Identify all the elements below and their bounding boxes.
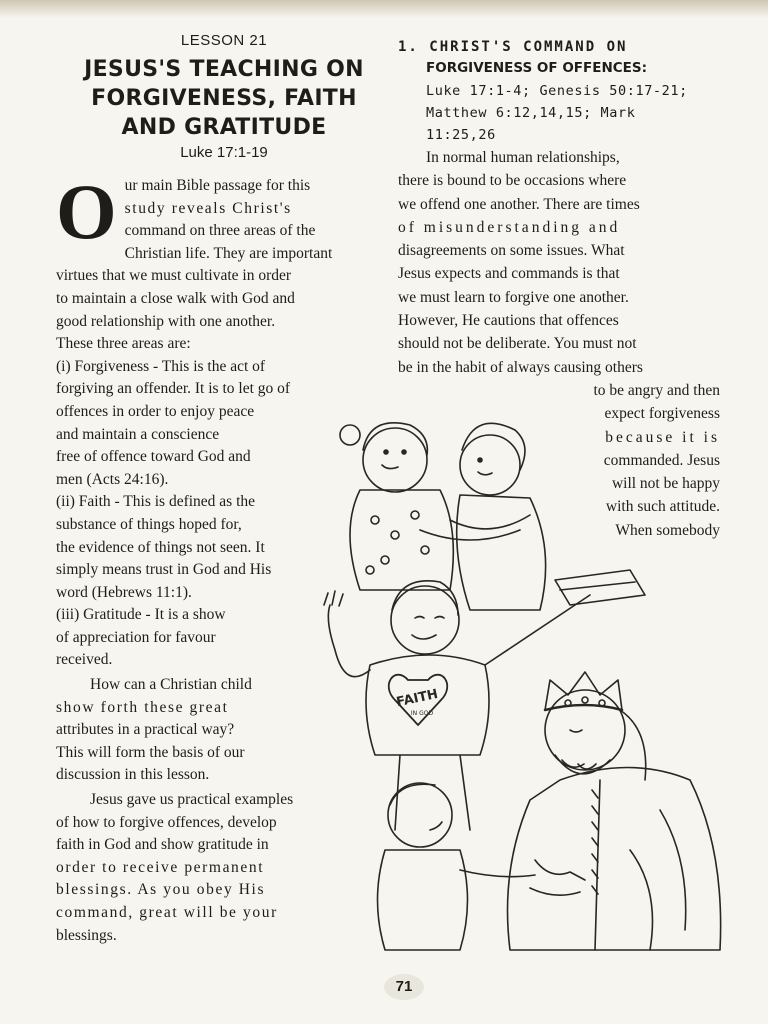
lesson-title <box>56 55 392 142</box>
text-line: received. <box>56 651 113 669</box>
text-line: study reveals Christ's <box>124 199 292 217</box>
text-line: How can a Christian child <box>90 676 252 694</box>
reference-line: Matthew 6:12,14,15; Mark <box>426 105 636 121</box>
section-heading: 1. CHRIST'S COMMAND ON <box>398 39 628 55</box>
text-line: free of offence toward God and <box>56 448 251 466</box>
text-line: simply means trust in God and His <box>56 561 272 579</box>
text-line: will not be happy <box>611 475 720 493</box>
reference-line: 11:25,26 <box>426 127 496 143</box>
text-line: should not be deliberate. You must not <box>398 335 637 353</box>
children-and-jesus-illustration <box>300 410 740 970</box>
page-edge-shadow <box>0 0 768 18</box>
section-subheading: FORGIVENESS OF OFFENCES: <box>426 60 648 76</box>
text-line: expect forgiveness <box>604 405 720 423</box>
text-line: command on three areas of the <box>124 222 316 240</box>
hugging-girls-drawing <box>340 423 546 610</box>
text-line: ur main Bible passage for this <box>124 177 311 194</box>
text-line: Jesus gave us practical examples <box>90 791 294 809</box>
text-line: order to receive permanent <box>56 858 265 876</box>
text-line: faith in God and show gratitude in <box>56 836 269 854</box>
text-line: men (Acts 24:16). <box>56 470 169 488</box>
page-number: 71 <box>384 974 424 1000</box>
text-line: blessings. <box>56 926 117 944</box>
text-line: because it is <box>605 428 720 446</box>
intro-paragraph <box>56 168 392 356</box>
text-line: (ii) Faith - This is defined as the <box>56 493 256 511</box>
text-line: However, He cautions that offences <box>398 312 619 330</box>
lesson-reference: Luke 17:1-19 <box>180 144 268 161</box>
text-line: and maintain a conscience <box>56 425 220 443</box>
text-line: These three areas are: <box>56 335 191 353</box>
text-line: there is bound to be occasions where <box>398 172 627 190</box>
drop-cap: O <box>56 168 117 255</box>
text-line: attributes in a practical way? <box>56 721 235 739</box>
text-line: forgiving an offender. It is to let go of <box>56 380 291 398</box>
text-line: of appreciation for favour <box>56 628 216 646</box>
title-line: FORGIVENESS, FAITH <box>91 86 357 111</box>
text-line: to be angry and then <box>593 381 720 399</box>
text-line: good relationship with one another. <box>56 312 276 330</box>
text-line: blessings. As you obey His <box>56 881 266 899</box>
text-line: the evidence of things not seen. It <box>56 538 265 556</box>
text-line: we offend one another. There are times <box>398 195 640 213</box>
text-line: Christian life. They are important <box>124 244 333 262</box>
title-line: JESUS'S TEACHING ON <box>84 57 364 82</box>
text-line: command, great will be your <box>56 904 278 921</box>
lesson-number: LESSON 21 <box>180 32 268 49</box>
section-references <box>426 80 720 146</box>
text-line: When somebody <box>615 521 720 539</box>
text-line: offences in order to enjoy peace <box>56 402 255 420</box>
text-line: (iii) Gratitude - It is a show <box>56 606 226 624</box>
text-line: This will form the basis of our <box>56 743 245 761</box>
text-line: (i) Forgiveness - This is the act of <box>56 357 266 375</box>
section-body <box>398 146 720 379</box>
text-line: word (Hebrews 11:1). <box>56 583 192 601</box>
text-line: disagreements on some issues. What <box>398 242 625 260</box>
text-line: Jesus expects and commands is that <box>398 265 620 283</box>
shirt-faith-text: FAITH <box>395 686 440 711</box>
text-line: with such attitude. <box>605 498 720 516</box>
shirt-in-god-text: IN GOD <box>410 710 434 717</box>
reference-line: Luke 17:1-4; Genesis 50:17-21; <box>426 83 688 99</box>
text-line: show forth these great <box>56 698 229 716</box>
title-line: AND GRATITUDE <box>121 115 327 140</box>
faith-boy-drawing <box>324 570 645 830</box>
text-line: In normal human relationships, <box>426 149 620 166</box>
text-line: of how to forgive offences, develop <box>56 813 277 831</box>
text-line: be in the habit of always causing others <box>398 358 643 376</box>
text-line: virtues that we must cultivate in order <box>56 267 292 285</box>
text-line: we must learn to forgive one another. <box>398 288 629 306</box>
text-line: discussion in this lesson. <box>56 766 210 784</box>
text-line: substance of things hoped for, <box>56 515 242 533</box>
text-line: commanded. Jesus <box>603 451 720 469</box>
text-line: of misunderstanding and <box>398 218 621 236</box>
text-line: to maintain a close walk with God and <box>56 289 295 307</box>
